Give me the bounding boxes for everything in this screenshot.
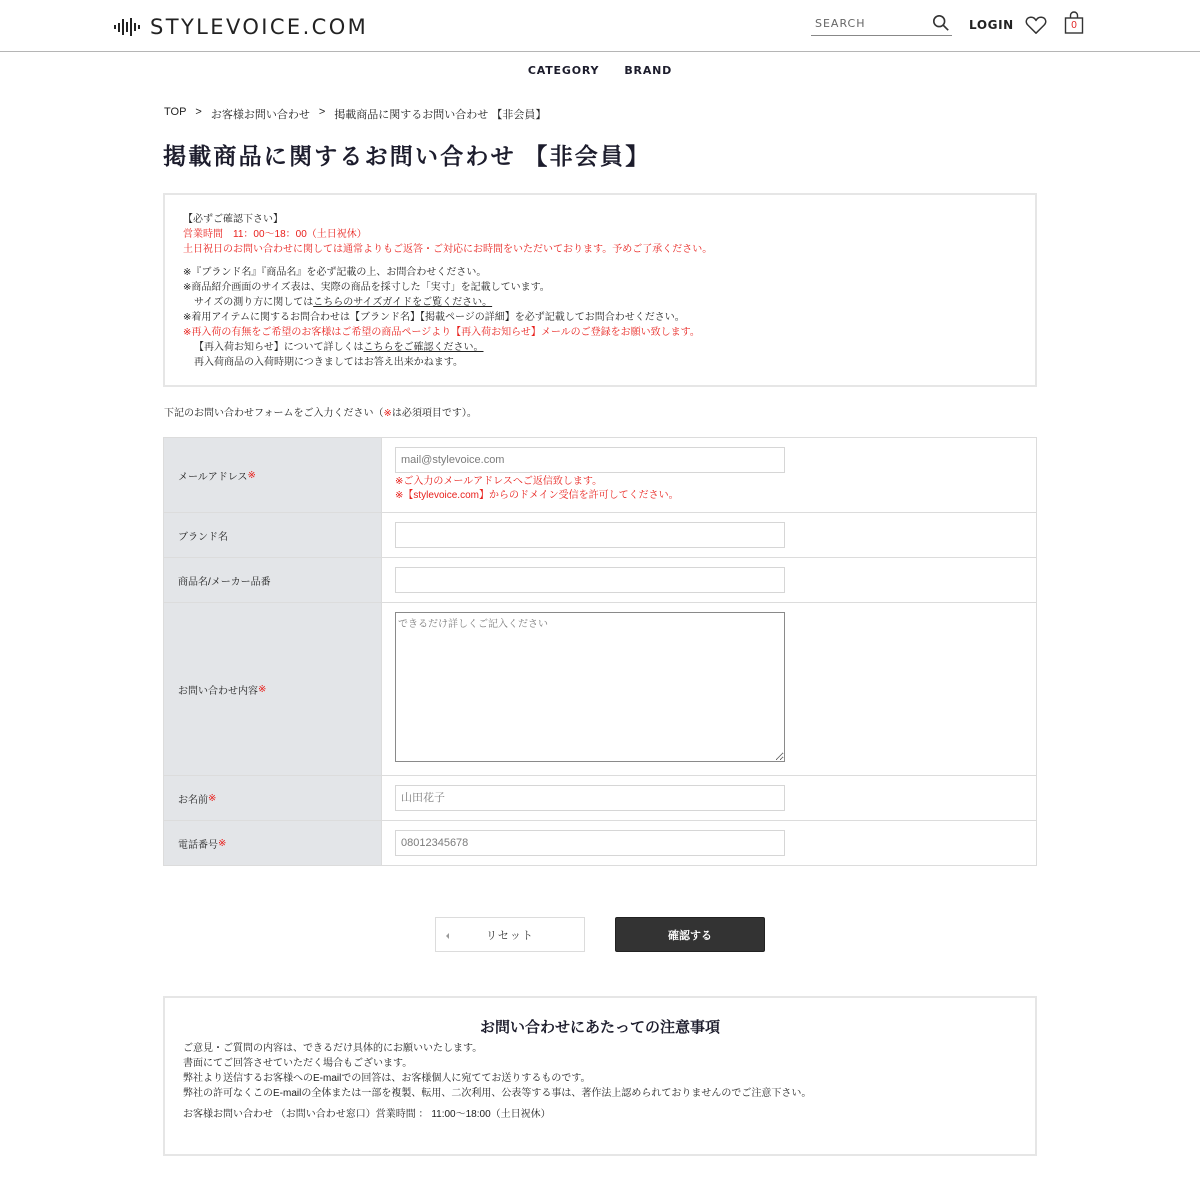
- breadcrumb-current: 掲載商品に関するお問い合わせ 【非会員】: [334, 109, 547, 121]
- label-text: メールアドレス: [178, 471, 248, 483]
- inquiry-form: [163, 437, 1037, 866]
- field-cell: [382, 776, 1036, 820]
- field-label: [164, 558, 382, 602]
- notice-line: ※『ブランド名』『商品名』を必ず記載の上、お問合わせください。: [183, 267, 487, 278]
- phone-input[interactable]: [395, 830, 785, 856]
- notice-box: [163, 193, 1037, 387]
- field-cell: [382, 513, 1036, 557]
- form-row-phone: [164, 821, 1036, 866]
- site-header: [0, 0, 1200, 52]
- cart-count: 0: [1071, 20, 1077, 31]
- confirm-label: 確認する: [668, 929, 712, 942]
- notice-heading: 【必ずご確認下さい】: [183, 214, 283, 225]
- form-intro-text: は必須項目です）。: [391, 408, 477, 419]
- login-link[interactable]: LOGIN: [969, 18, 1014, 32]
- site-logo[interactable]: [114, 13, 368, 41]
- name-input[interactable]: [395, 785, 785, 811]
- form-row-inquiry: [164, 603, 1036, 776]
- breadcrumb: [164, 106, 546, 122]
- confirm-button[interactable]: [615, 917, 765, 952]
- field-cell: [382, 438, 1036, 512]
- form-intro-text: 下記のお問い合わせフォームをご入力ください（: [164, 408, 384, 419]
- nav-category[interactable]: CATEGORY: [527, 64, 600, 77]
- email-hint: ※【stylevoice.com】からのドメイン受信を許可してください。: [395, 490, 679, 501]
- breadcrumb-top[interactable]: TOP: [164, 106, 187, 118]
- inquiry-textarea[interactable]: [395, 612, 785, 762]
- cart-button[interactable]: [1064, 11, 1084, 35]
- reset-button[interactable]: [435, 917, 585, 952]
- required-mark: ※: [208, 792, 217, 804]
- field-cell: [382, 603, 1036, 775]
- search-box: [811, 13, 952, 36]
- notes-line: ご意見・ご質問の内容は、できるだけ具体的にお願いいたします。: [183, 1043, 483, 1054]
- category-nav: [0, 64, 1200, 77]
- email-hint: ※ご入力のメールアドレスへご返信致します。: [395, 476, 603, 487]
- label-text: 電話番号: [178, 839, 218, 851]
- soundwave-icon: [114, 17, 140, 37]
- field-label: [164, 776, 382, 820]
- notice-line: ※商品紹介画面のサイズ表は、実際の商品を採寸した「実寸」を記載しています。: [183, 282, 550, 293]
- page-title: 掲載商品に関するお問い合わせ 【非会員】: [163, 143, 651, 169]
- label-text: ブランド名: [178, 531, 228, 543]
- notes-line: 書面にてご回答させていただく場合もございます。: [183, 1058, 413, 1069]
- logo-text: STYLEVOICE.COM: [150, 15, 369, 39]
- field-label: [164, 438, 382, 512]
- search-input[interactable]: [815, 17, 925, 30]
- notes-line: 弊社の許可なくこのE-mailの全体または一部を複製、転用、二次利用、公表等する事は、著作法上認められておりませんのでご注意下さい。: [183, 1088, 812, 1099]
- label-text: 商品名/メーカー品番: [178, 576, 271, 588]
- field-label: [164, 603, 382, 775]
- label-text: お問い合わせ内容: [178, 685, 258, 697]
- notice-line: 再入荷商品の入荷時期につきましてはお答え出来かねます。: [194, 357, 463, 368]
- breadcrumb-separator: >: [195, 106, 202, 118]
- notice-line: [183, 295, 1017, 310]
- form-row-brand: [164, 513, 1036, 558]
- form-row-name: [164, 776, 1036, 821]
- caret-left-icon: [446, 933, 449, 939]
- breadcrumb-customer-inquiry[interactable]: お客様お問い合わせ: [210, 109, 310, 121]
- required-mark: ※: [247, 469, 256, 481]
- restock-info-link[interactable]: こちらをご確認ください。: [363, 342, 484, 353]
- form-row-product: [164, 558, 1036, 603]
- breadcrumb-separator: >: [318, 106, 326, 118]
- field-label: [164, 513, 382, 557]
- reset-label: リセット: [486, 929, 534, 942]
- notice-line: [183, 340, 1017, 355]
- label-text: お名前: [178, 794, 208, 806]
- form-intro: [164, 404, 477, 419]
- inquiry-notes: [163, 996, 1037, 1156]
- notice-line: ※着用アイテムに関するお問合わせは【ブランド名】【掲載ページの詳細】を必ず記載してお問合わせください。: [183, 312, 685, 323]
- notes-title: お問い合わせにあたっての注意事項: [479, 1019, 720, 1036]
- notice-line: ※再入荷の有無をご希望のお客様はご希望の商品ページより【再入荷お知らせ】メールのご登録をお願い致します。: [183, 327, 700, 338]
- required-mark: ※: [383, 408, 392, 419]
- notice-text: サイズの測り方に関しては: [194, 297, 314, 308]
- notes-contact: お客様お問い合わせ （お問い合わせ窓口）営業時間 ： 11:00〜18:00（土日祝休）: [183, 1109, 551, 1120]
- notice-hours: 営業時間 11：00〜18：00（土日祝休）: [183, 229, 367, 240]
- email-input[interactable]: [395, 447, 785, 473]
- field-cell: [382, 558, 1036, 602]
- heart-icon[interactable]: [1025, 15, 1047, 35]
- search-icon[interactable]: [932, 14, 950, 32]
- required-mark: ※: [218, 837, 227, 849]
- notes-line: 弊社より送信するお客様へのE-mailでの回答は、お客様個人に宛ててお送りするものです。: [183, 1073, 591, 1084]
- notice-text: 【再入荷お知らせ】について詳しくは: [194, 342, 364, 353]
- field-cell: [382, 821, 1036, 865]
- brand-input[interactable]: [395, 522, 785, 548]
- form-row-email: [164, 438, 1036, 513]
- notice-weekend: 土日祝日のお問い合わせに関しては通常よりもご返答・ご対応にお時間をいただいております。予めご了承ください。: [183, 244, 713, 255]
- product-input[interactable]: [395, 567, 785, 593]
- field-label: [164, 821, 382, 865]
- size-guide-link[interactable]: こちらのサイズガイドをご覧ください。: [313, 297, 493, 308]
- required-mark: ※: [258, 683, 267, 695]
- nav-brand[interactable]: BRAND: [624, 64, 673, 77]
